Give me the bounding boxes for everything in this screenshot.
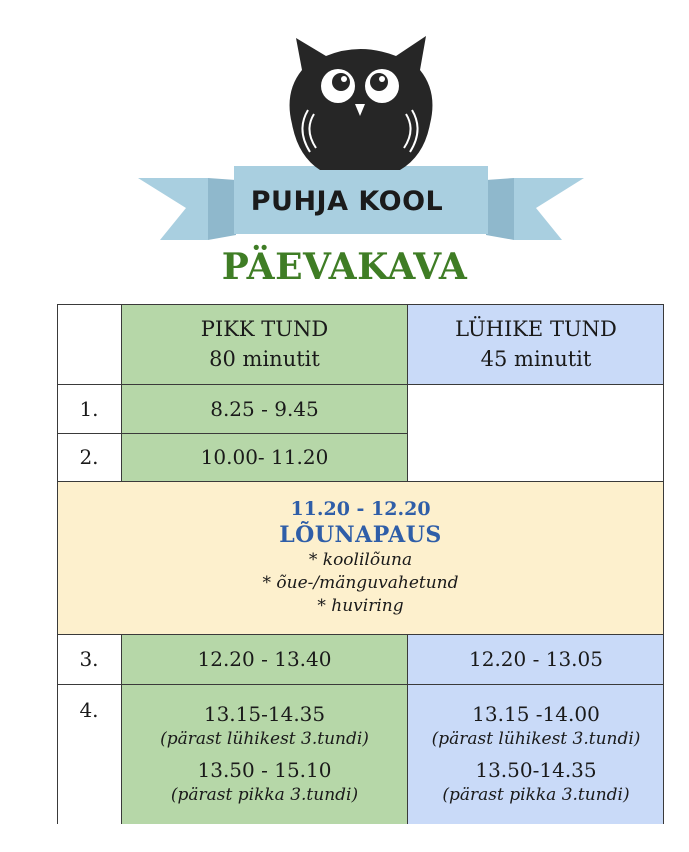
lesson-1-2-short-empty	[408, 384, 664, 481]
corner-cell	[57, 304, 121, 384]
school-name: PUHJA KOOL	[250, 185, 444, 217]
lesson-3-short	[408, 634, 664, 684]
owl-icon	[290, 36, 433, 170]
lesson-number-4	[57, 684, 121, 824]
lesson-number-label: 4.	[79, 698, 99, 722]
lesson-note: (pärast pikka 3.tundi)	[442, 785, 630, 805]
lunch-item: * õue-/mänguvahetund	[262, 573, 459, 593]
lunch-title: LÕUNAPAUS	[279, 522, 442, 548]
lunch-item: * huviring	[317, 596, 404, 616]
lesson-note: (pärast pikka 3.tundi)	[170, 785, 359, 805]
short-lesson-title: LÜHIKE TUND	[455, 317, 617, 341]
lesson-number-label: 3.	[79, 647, 99, 671]
header-long-lesson	[121, 304, 408, 384]
lesson-time: 13.50 - 15.10	[197, 758, 332, 782]
lesson-time: 8.25 - 9.45	[210, 396, 319, 421]
lesson-number-label: 1.	[79, 396, 99, 421]
lunch-time: 11.20 - 12.20	[290, 498, 431, 520]
lesson-4-long	[121, 684, 408, 824]
lesson-2-long	[121, 433, 408, 481]
lesson-time: 10.00- 11.20	[200, 445, 329, 469]
lesson-number-2	[57, 433, 121, 481]
lunch-break	[57, 481, 664, 634]
lesson-note: (pärast lühikest 3.tundi)	[160, 729, 369, 749]
lesson-number-label: 2.	[79, 445, 99, 469]
lesson-note: (pärast lühikest 3.tundi)	[431, 729, 641, 749]
lesson-number-1	[57, 384, 121, 433]
lesson-time: 12.20 - 13.40	[197, 647, 332, 671]
header-short-lesson	[408, 304, 664, 384]
short-lesson-duration: 45 minutit	[480, 347, 592, 371]
lesson-time: 13.15 -14.00	[472, 702, 600, 726]
lesson-time: 12.20 - 13.05	[469, 647, 603, 671]
lesson-1-long	[121, 384, 408, 433]
long-lesson-duration: 80 minutit	[209, 347, 320, 371]
lesson-time: 13.15-14.35	[203, 702, 326, 726]
lesson-3-long	[121, 634, 408, 684]
lesson-4-short	[408, 684, 664, 824]
lesson-time: 13.50-14.35	[475, 758, 597, 782]
page-title: PÄEVAKAVA	[221, 246, 468, 288]
lunch-item: * koolilõuna	[308, 550, 413, 570]
lesson-number-3	[57, 634, 121, 684]
long-lesson-title: PIKK TUND	[200, 317, 329, 341]
